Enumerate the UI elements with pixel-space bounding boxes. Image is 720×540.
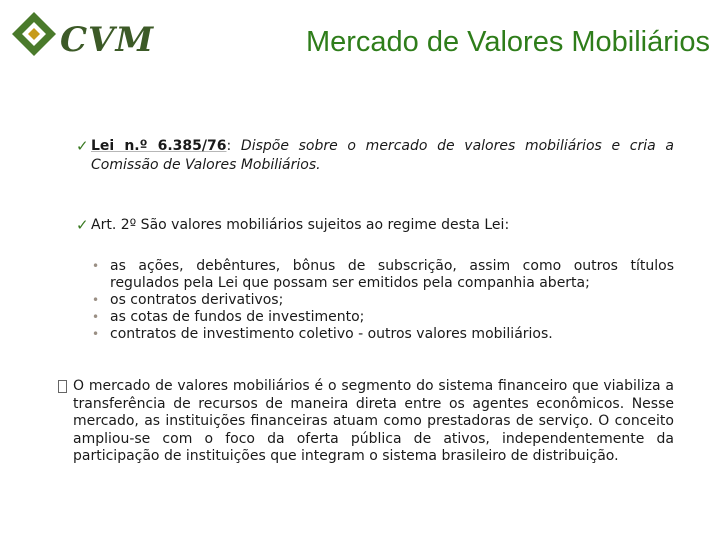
bullet-dot-icon: • bbox=[92, 259, 100, 273]
logo-text: CVM bbox=[60, 20, 155, 60]
law-reference: Lei n.º 6.385/76 bbox=[91, 138, 227, 154]
paragraph-text: O mercado de valores mobiliários é o segmento do sistema financeiro que viabiliza a transferência de recursos de maneira direta entre os agentes econômicos. Nesse mercado, as instituições financeiras atuam como prestadoras de serviço. O conceito ampliou-se com o foco da oferta pública de ativos, independentemente da participação de instituições que integram o sistema brasileiro de distribuição. bbox=[73, 378, 674, 464]
list-item bbox=[92, 292, 674, 309]
article-text: Art. 2º São valores mobiliários sujeitos ao regime desta Lei: bbox=[91, 217, 510, 233]
law-description: Dispõe sobre o mercado de valores mobiliários e cria a Comissão de Valores Mobiliários. bbox=[91, 138, 674, 173]
checkmark-icon: ✓ bbox=[76, 137, 89, 155]
list-item bbox=[92, 258, 674, 292]
list-item bbox=[92, 309, 674, 326]
law-separator: : bbox=[226, 138, 232, 154]
list-item-text: os contratos derivativos; bbox=[110, 292, 284, 308]
bullet-dot-icon: • bbox=[92, 293, 100, 307]
list-item-text: as cotas de fundos de investimento; bbox=[110, 309, 365, 325]
main-paragraph bbox=[58, 378, 674, 466]
law-text bbox=[91, 137, 674, 175]
bullet-dot-icon: • bbox=[92, 310, 100, 324]
list-item-text: contratos de investimento coletivo - outros valores mobiliários. bbox=[110, 326, 553, 342]
check-item-article bbox=[76, 216, 674, 235]
list-item bbox=[92, 326, 674, 343]
square-bullet-icon bbox=[58, 380, 67, 393]
cvm-logo-icon bbox=[10, 10, 58, 58]
page-title: Mercado de Valores Mobiliários bbox=[305, 26, 710, 58]
checkmark-icon: ✓ bbox=[76, 216, 89, 234]
bullet-dot-icon: • bbox=[92, 327, 100, 341]
list-item-text: as ações, debêntures, bônus de subscrição, assim como outros títulos regulados pela Lei que possam ser emitidos pela companhia aberta; bbox=[110, 258, 674, 291]
cvm-logo bbox=[10, 10, 160, 68]
bullet-list bbox=[92, 258, 674, 343]
check-item-law bbox=[76, 137, 674, 175]
